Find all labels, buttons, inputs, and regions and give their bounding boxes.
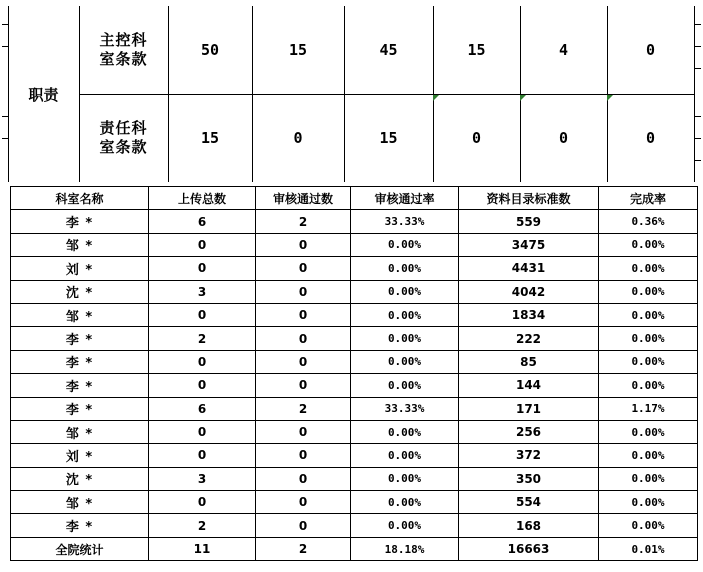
table-cell: 0: [256, 491, 351, 514]
row-title-main: 主控科室条款: [99, 31, 148, 68]
table-row: [11, 303, 698, 326]
table-row: [11, 233, 698, 256]
table-cell: 0.00%: [599, 280, 698, 303]
table-cell: 256: [459, 420, 599, 443]
table-cell: 222: [459, 327, 599, 350]
table-cell: 168: [459, 514, 599, 537]
department-name: 沈 *: [11, 280, 149, 303]
table-cell: 0.00%: [351, 467, 459, 490]
table-cell: 0.00%: [351, 374, 459, 397]
table-cell: 554: [459, 491, 599, 514]
column-header: 资料目录标准数: [459, 187, 599, 210]
table-cell: 0.00%: [351, 303, 459, 326]
table-cell: 3: [149, 467, 256, 490]
row-title-responsible: 责任科室条款: [99, 119, 148, 156]
table-cell: 0: [149, 491, 256, 514]
table-cell: 6: [149, 397, 256, 420]
duty-label: 职责: [28, 85, 59, 104]
department-name: 李 *: [11, 210, 149, 233]
duty-value: 15: [467, 41, 486, 59]
table-cell: 1834: [459, 303, 599, 326]
table-row: [11, 210, 698, 233]
table-cell: 0.00%: [351, 233, 459, 256]
table-cell: 0.00%: [599, 374, 698, 397]
table-cell: 0: [256, 350, 351, 373]
column-header: 上传总数: [149, 187, 256, 210]
duty-value: 50: [200, 41, 220, 59]
table-cell: 4042: [459, 280, 599, 303]
table-cell: 0: [149, 374, 256, 397]
table-cell: 18.18%: [351, 537, 459, 560]
table-cell: 0.00%: [599, 444, 698, 467]
table-cell: 2: [256, 537, 351, 560]
table-cell: 0: [149, 420, 256, 443]
table-row: [11, 444, 698, 467]
column-header: 审核通过数: [256, 187, 351, 210]
department-name: 李 *: [11, 514, 149, 537]
table-cell: 0.00%: [351, 514, 459, 537]
department-name: 邹 *: [11, 491, 149, 514]
table-cell: 0.00%: [599, 420, 698, 443]
department-name: 李 *: [11, 327, 149, 350]
department-name: 邹 *: [11, 420, 149, 443]
duty-table: [8, 6, 695, 182]
department-name: 李 *: [11, 374, 149, 397]
table-cell: 0.00%: [599, 514, 698, 537]
duty-value: 15: [288, 41, 308, 59]
table-cell: 1.17%: [599, 397, 698, 420]
table-cell: 3: [149, 280, 256, 303]
table-cell: 0.00%: [599, 467, 698, 490]
duty-value: 0: [645, 41, 656, 59]
duty-value: 0: [645, 129, 656, 147]
total-row: [11, 537, 698, 560]
table-cell: 372: [459, 444, 599, 467]
department-name: 刘 *: [11, 444, 149, 467]
table-cell: 559: [459, 210, 599, 233]
table-cell: 0.00%: [599, 491, 698, 514]
table-cell: 2: [149, 327, 256, 350]
table-cell: 0.00%: [351, 280, 459, 303]
table-row: [11, 280, 698, 303]
table-cell: 0.00%: [351, 257, 459, 280]
table-cell: 144: [459, 374, 599, 397]
duty-value: 0: [471, 129, 482, 147]
table-row: [11, 514, 698, 537]
table-header-row: [11, 187, 698, 210]
table-cell: 0: [256, 444, 351, 467]
department-name: 邹 *: [11, 303, 149, 326]
table-cell: 4431: [459, 257, 599, 280]
duty-value: 15: [379, 129, 398, 147]
department-name: 刘 *: [11, 257, 149, 280]
table-cell: 0: [256, 233, 351, 256]
table-cell: 16663: [459, 537, 599, 560]
table-row: [11, 420, 698, 443]
table-cell: 0.00%: [351, 350, 459, 373]
grid-tick: [695, 116, 701, 117]
table-cell: 0: [149, 444, 256, 467]
table-cell: 3475: [459, 233, 599, 256]
department-name: 邹 *: [11, 233, 149, 256]
duty-value: 4: [558, 41, 569, 59]
table-cell: 0: [149, 233, 256, 256]
table-cell: 350: [459, 467, 599, 490]
table-cell: 0: [256, 374, 351, 397]
table-cell: 0: [256, 420, 351, 443]
department-name: 李 *: [11, 397, 149, 420]
duty-value: 45: [379, 41, 398, 59]
total-label: 全院统计: [11, 537, 149, 560]
table-cell: 0: [256, 467, 351, 490]
grid-tick: [695, 24, 701, 25]
table-cell: 0.00%: [351, 444, 459, 467]
table-row: [11, 257, 698, 280]
table-cell: 0.00%: [351, 420, 459, 443]
table-cell: 0.00%: [351, 327, 459, 350]
column-header: 审核通过率: [351, 187, 459, 210]
table-cell: 2: [256, 210, 351, 233]
table-cell: 0: [149, 257, 256, 280]
table-cell: 0.00%: [599, 327, 698, 350]
column-header: 完成率: [599, 187, 698, 210]
table-cell: 0: [149, 350, 256, 373]
department-name: 李 *: [11, 350, 149, 373]
table-cell: 0.36%: [599, 210, 698, 233]
table-row: [11, 374, 698, 397]
table-cell: 0: [256, 327, 351, 350]
table-cell: 0.00%: [599, 303, 698, 326]
duty-value: 0: [558, 129, 569, 147]
table-cell: 0.00%: [599, 233, 698, 256]
duty-value: 15: [200, 129, 220, 147]
grid-tick: [695, 68, 701, 69]
table-cell: 0.01%: [599, 537, 698, 560]
grid-tick: [695, 46, 701, 47]
table-cell: 2: [256, 397, 351, 420]
table-row: [11, 491, 698, 514]
table-cell: 0.00%: [599, 257, 698, 280]
table-cell: 33.33%: [351, 397, 459, 420]
table-cell: 0.00%: [351, 491, 459, 514]
table-cell: 2: [149, 514, 256, 537]
table-row: [11, 327, 698, 350]
table-row: [11, 467, 698, 490]
grid-line: [694, 6, 695, 182]
grid-tick: [695, 138, 701, 139]
table-cell: 0.00%: [599, 350, 698, 373]
table-cell: 0: [149, 303, 256, 326]
grid-tick: [695, 160, 701, 161]
column-header: 科室名称: [11, 187, 149, 210]
duty-value: 0: [293, 129, 303, 147]
table-cell: 0: [256, 514, 351, 537]
table-cell: 6: [149, 210, 256, 233]
table-cell: 171: [459, 397, 599, 420]
table-row: [11, 397, 698, 420]
table-cell: 0: [256, 280, 351, 303]
table-cell: 85: [459, 350, 599, 373]
table-row: [11, 350, 698, 373]
table-cell: 0: [256, 257, 351, 280]
department-name: 沈 *: [11, 467, 149, 490]
table-cell: 0: [256, 303, 351, 326]
stats-table: [10, 186, 698, 561]
table-cell: 33.33%: [351, 210, 459, 233]
table-cell: 11: [149, 537, 256, 560]
